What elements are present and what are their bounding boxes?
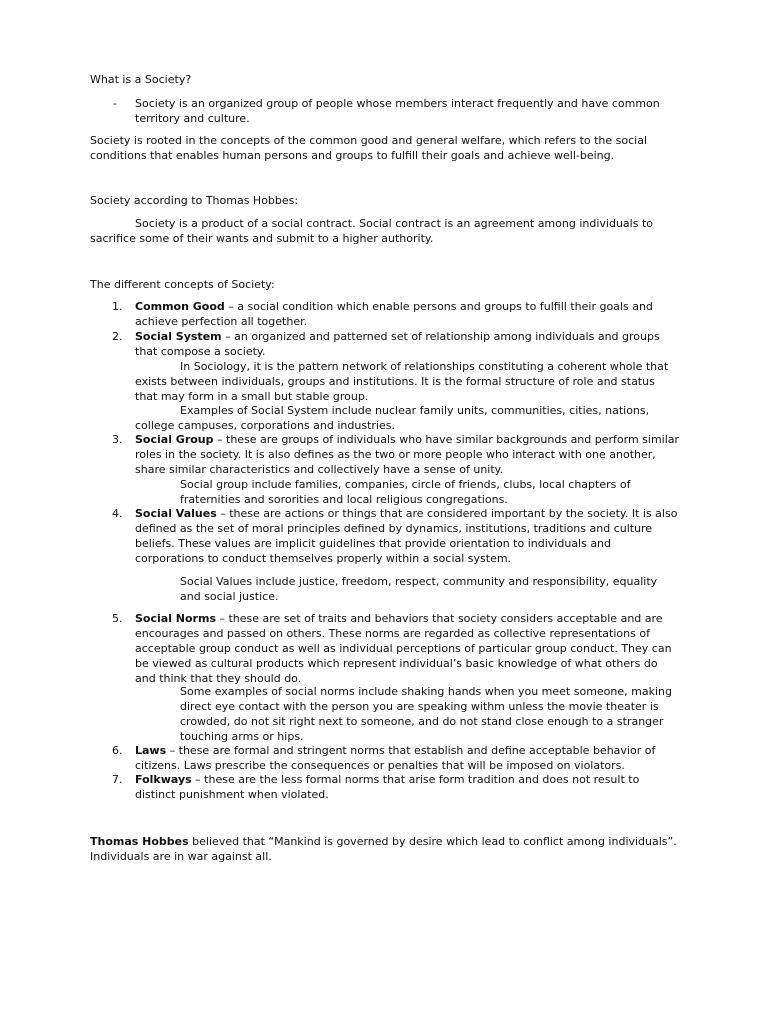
term-social-group: Social Group: [135, 433, 214, 446]
social-group-examples: Social group include families, companies, circle of friends, clubs, local chapters of fraternities and sororities and local religious congregations.: [180, 478, 631, 506]
list-item: [135, 743, 680, 773]
list-item-number: 7.: [112, 773, 123, 786]
heading-concepts: The different concepts of Society:: [90, 278, 275, 291]
list-item-number: 6.: [112, 744, 123, 757]
term-social-norms: Social Norms: [135, 612, 216, 625]
list-item: [135, 329, 680, 359]
list-item-number: 2.: [112, 330, 123, 343]
list-item-number: 4.: [112, 507, 123, 520]
list-item: [135, 611, 680, 686]
definition-text: – these are set of traits and behaviors that society considers acceptable and are encourages and passed on others. These norms are regarded as collective representations of acceptable group conduct as well as individual perceptions of particular group conduct. They can be viewed as cultural products which represent individual’s basic knowledge of what others do and think that they should do.: [135, 612, 672, 685]
social-system-examples: Examples of Social System include nuclear family units, communities, cities, nations, college campuses, corporations and industries.: [135, 404, 650, 432]
bullet-society-definition: Society is an organized group of people whose members interact frequently and have common territory and culture.: [135, 97, 660, 125]
definition-text: – a social condition which enable persons and groups to fulfill their goals and achieve perfection all together.: [135, 300, 653, 328]
list-item: [135, 432, 680, 477]
paragraph-social-contract: Society is a product of a social contract. Social contract is an agreement among individuals to sacrifice some of their wants and submit to a higher authority.: [90, 217, 653, 245]
list-item: [135, 506, 680, 566]
paragraph-common-good: Society is rooted in the concepts of the common good and general welfare, which refers to the social conditions that enables human persons and groups to fulfill their goals and achieve well-being.: [90, 134, 648, 162]
term-folkways: Folkways: [135, 773, 192, 786]
definition-text: – an organized and patterned set of relationship among individuals and groups that compose a society.: [135, 330, 660, 358]
term-social-values: Social Values: [135, 507, 217, 520]
term-common-good: Common Good: [135, 300, 225, 313]
list-item-number: 3.: [112, 433, 123, 446]
definition-text: – these are groups of individuals who have similar backgrounds and perform similar roles in the society. It is also defines as the two or more people who interact with one another, share similar characteristics and collectively have a sense of unity.: [135, 433, 680, 476]
list-item: [135, 772, 680, 802]
social-values-examples: Social Values include justice, freedom, respect, community and responsibility, equality and social justice.: [180, 575, 658, 603]
closing-text: believed that “Mankind is governed by desire which lead to conflict among individuals”. Individuals are in war against all.: [90, 835, 677, 863]
heading-hobbes: Society according to Thomas Hobbes:: [90, 194, 299, 207]
term-laws: Laws: [135, 744, 167, 757]
list-item-number: 1.: [112, 300, 123, 313]
social-system-note: In Sociology, it is the pattern network of relationships constituting a coherent whole that exists between individuals, groups and institutions. It is the formal structure of role and status that may form in a small but stable group.: [135, 360, 669, 403]
definition-text: – these are the less formal norms that arise form tradition and does not result to distinct punishment when violated.: [135, 773, 640, 801]
closing-paragraph: [90, 834, 690, 864]
term-social-system: Social System: [135, 330, 222, 343]
definition-text: – these are actions or things that are considered important by the society. It is also defined as the set of moral principles defined by dynamics, institutions, traditions and culture beliefs. These values are implicit guidelines that provide orientation to individuals and corporations to conduct themselves properly within a social system.: [135, 507, 678, 565]
definition-text: – these are formal and stringent norms that establish and define acceptable behavior of citizens. Laws prescribe the consequences or penalties that will be imposed on violators.: [135, 744, 656, 772]
closing-term: Thomas Hobbes: [90, 835, 189, 848]
list-item: [135, 299, 680, 329]
list-item-number: 5.: [112, 612, 123, 625]
heading-what-is-society: What is a Society?: [90, 73, 192, 86]
social-norms-examples: Some examples of social norms include shaking hands when you meet someone, making direct eye contact with the person you are speaking withm unless the movie theater is crowded, do not sit right next to someone, and do not stand close enough to a stranger touching arms or hips.: [180, 685, 672, 743]
bullet-marker: -: [113, 97, 117, 110]
